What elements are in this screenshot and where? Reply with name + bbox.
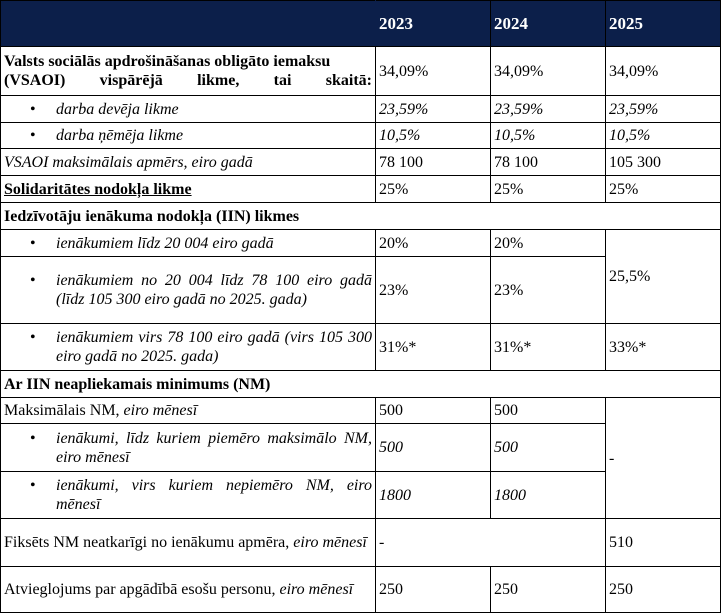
bullet-icon: • (30, 329, 36, 346)
cell-dependent-2025: 250 (606, 567, 721, 613)
cell-iin-mid-2023: 23% (376, 257, 491, 324)
cell-nm-upto-2023: 500 (376, 424, 491, 472)
table-row (1, 203, 721, 230)
cell-iin-low-2024: 20% (491, 230, 606, 257)
header-row (1, 1, 721, 47)
cell-nm-fixed-2023-2024: - (376, 519, 606, 567)
cell-iin-high-2024: 31%* (491, 324, 606, 371)
cell-iin-mid-2024: 23% (491, 257, 606, 324)
cell-vsaoi-rate-2025: 34,09% (606, 47, 721, 96)
cell-nm-upto-2024: 500 (491, 424, 606, 472)
row-label-vsaoi-max: VSAOI maksimālais apmērs, eiro gadā (1, 149, 376, 176)
cell-vsaoi-rate-2024: 34,09% (491, 47, 606, 96)
cell-employer-rate-2023: 23,59% (376, 96, 491, 123)
row-label-nm-fixed: Fiksēts NM neatkarīgi no ienākumu apmēra, eiro mēnesī (1, 519, 376, 567)
table-row (1, 149, 721, 176)
row-label-nm-above: • ienākumi, virs kuriem nepiemēro NM, eiro mēnesī (1, 472, 376, 519)
cell-nm-max-2023: 500 (376, 398, 491, 424)
cell-vsaoi-max-2023: 78 100 (376, 149, 491, 176)
table-row (1, 47, 721, 96)
cell-iin-low-2023: 20% (376, 230, 491, 257)
header-year-2025: 2025 (606, 1, 721, 47)
header-year-2024: 2024 (491, 1, 606, 47)
row-label-employee-rate: • darba ņēmēja likme (1, 123, 376, 149)
bullet-icon: • (30, 272, 36, 289)
cell-iin-high-2025: 33%* (606, 324, 721, 371)
cell-employee-rate-2023: 10,5% (376, 123, 491, 149)
bullet-icon: • (30, 127, 36, 144)
cell-iin-high-2023: 31%* (376, 324, 491, 371)
row-label-employer-rate: • darba devēja likme (1, 96, 376, 123)
cell-nm-max-2024: 500 (491, 398, 606, 424)
cell-dependent-2024: 250 (491, 567, 606, 613)
table-row (1, 398, 721, 424)
table-row (1, 324, 721, 371)
cell-employee-rate-2024: 10,5% (491, 123, 606, 149)
row-label-iin-mid: • ienākumiem no 20 004 līdz 78 100 eiro gadā (līdz 105 300 eiro gadā no 2025. gada) (1, 257, 376, 324)
row-label-iin-high: • ienākumiem virs 78 100 eiro gadā (virs 105 300 eiro gadā no 2025. gada) (1, 324, 376, 371)
header-year-2023: 2023 (376, 1, 491, 47)
section-heading-nm: Ar IIN neapliekamais minimums (NM) (1, 371, 721, 398)
table-row (1, 96, 721, 123)
bullet-icon: • (30, 234, 36, 252)
cell-nm-2025-merged: - (606, 398, 721, 519)
cell-employee-rate-2025: 10,5% (606, 123, 721, 149)
cell-employer-rate-2025: 23,59% (606, 96, 721, 123)
cell-solidarity-2024: 25% (491, 176, 606, 203)
row-label-solidarity: Solidaritātes nodokļa likme (1, 176, 376, 203)
bullet-icon: • (30, 429, 36, 447)
cell-vsaoi-max-2024: 78 100 (491, 149, 606, 176)
table-row (1, 519, 721, 567)
cell-nm-fixed-2025: 510 (606, 519, 721, 567)
row-label-nm-upto: • ienākumi, līdz kuriem piemēro maksimālo NM, eiro mēnesī (1, 424, 376, 472)
header-empty-cell (1, 1, 376, 47)
cell-iin-low-mid-2025: 25,5% (606, 230, 721, 324)
row-label-vsaoi-rate: Valsts sociālās apdrošināšanas obligāto iemaksu (VSAOI) vispārējā likme, tai skaitā: (1, 47, 376, 96)
table-row (1, 176, 721, 203)
table-row (1, 567, 721, 613)
bullet-icon: • (30, 100, 36, 118)
row-label-dependent: Atvieglojums par apgādībā esošu personu, eiro mēnesī (1, 567, 376, 613)
section-heading-iin: Iedzīvotāju ienākuma nodokļa (IIN) likmes (1, 203, 721, 230)
cell-solidarity-2023: 25% (376, 176, 491, 203)
cell-nm-above-2024: 1800 (491, 472, 606, 519)
cell-dependent-2023: 250 (376, 567, 491, 613)
cell-nm-above-2023: 1800 (376, 472, 491, 519)
bullet-icon: • (30, 477, 36, 494)
cell-solidarity-2025: 25% (606, 176, 721, 203)
table-row (1, 371, 721, 398)
cell-vsaoi-max-2025: 105 300 (606, 149, 721, 176)
table-row (1, 123, 721, 149)
cell-vsaoi-rate-2023: 34,09% (376, 47, 491, 96)
row-label-nm-max: Maksimālais NM, eiro mēnesī (1, 398, 376, 424)
row-label-iin-low: • ienākumiem līdz 20 004 eiro gadā (1, 230, 376, 257)
table-row (1, 230, 721, 257)
cell-employer-rate-2024: 23,59% (491, 96, 606, 123)
